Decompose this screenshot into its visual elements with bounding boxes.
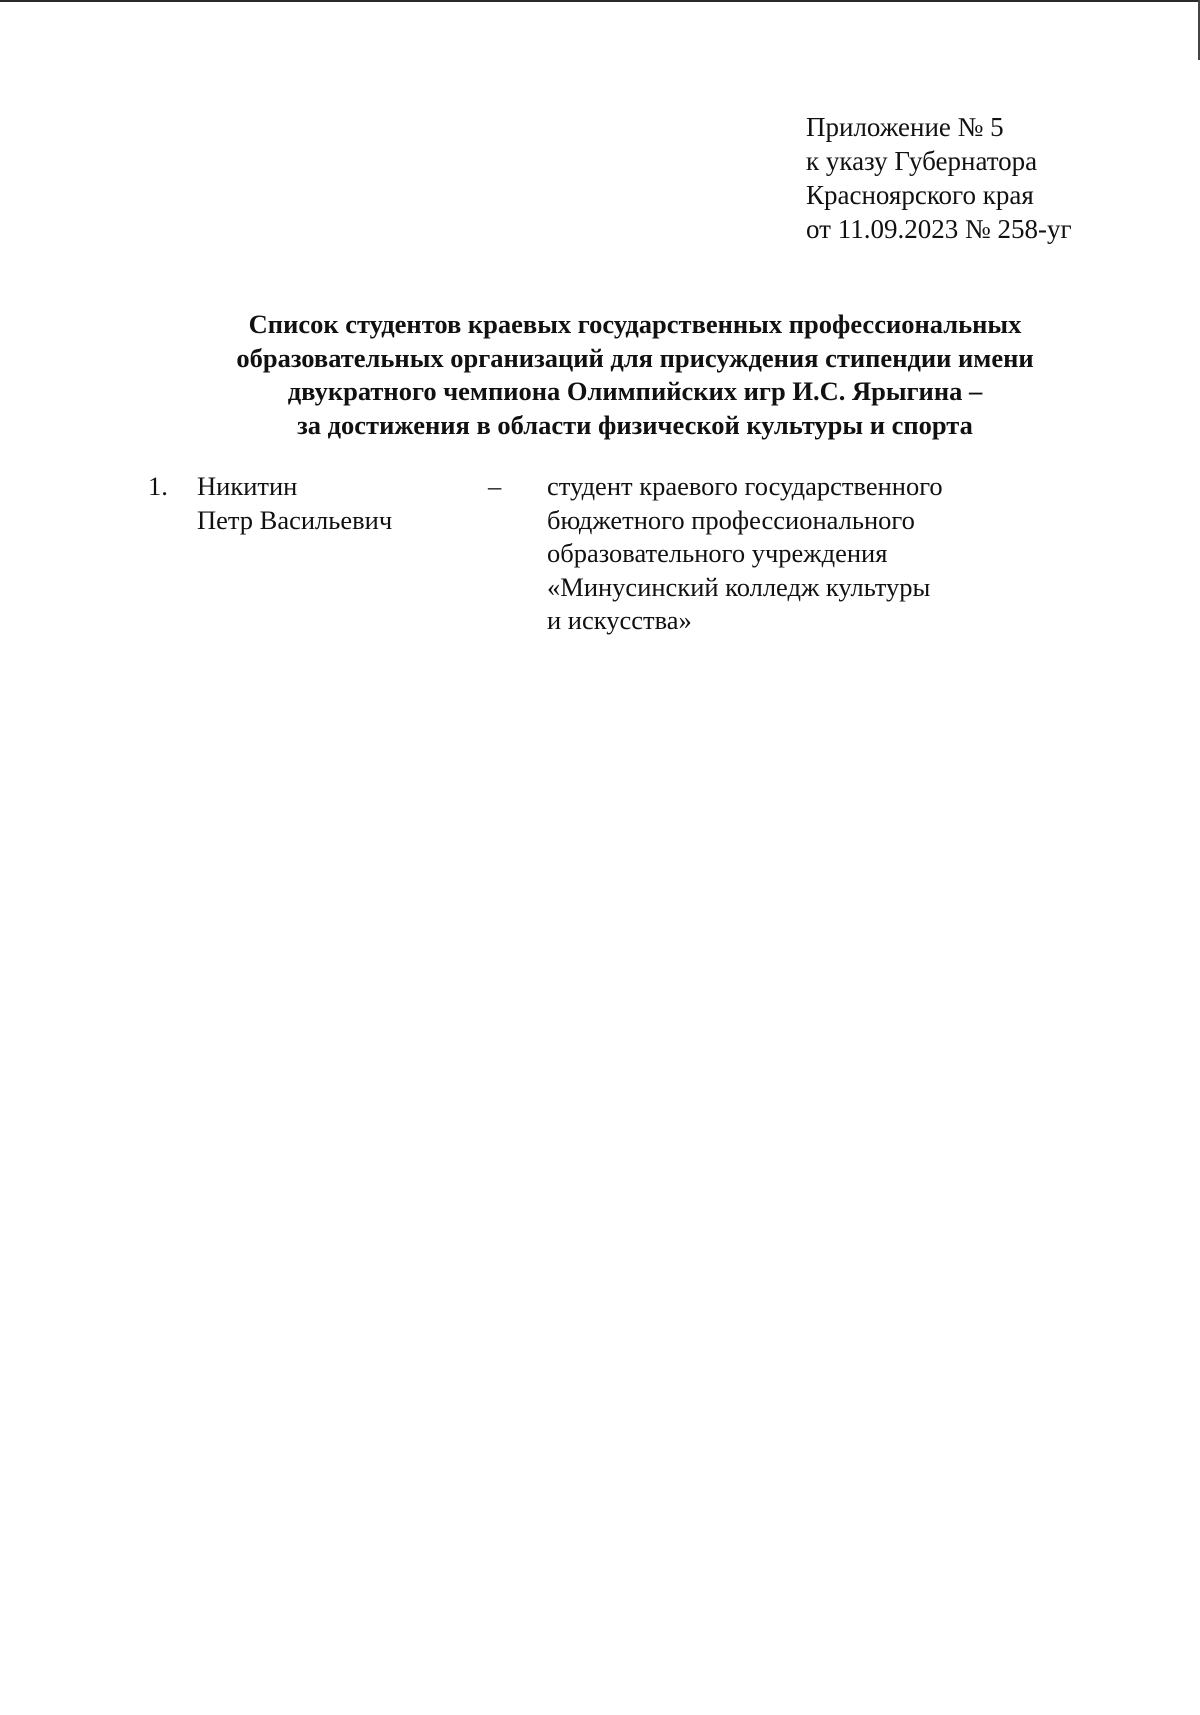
- appendix-line: от 11.09.2023 № 258-уг: [806, 214, 1072, 244]
- student-description: [547, 470, 943, 638]
- description-line: «Минусинский колледж культуры: [547, 571, 931, 602]
- entry-number: 1.: [148, 471, 168, 501]
- title-line: Список студентов краевых государственных профессиональных: [248, 309, 1022, 339]
- appendix-line: к указу Губернатора: [806, 146, 1038, 176]
- description-line: студент краевого государственного: [547, 471, 943, 501]
- description-line: и искусства»: [547, 605, 692, 635]
- student-name: [197, 470, 392, 537]
- title-line: двукратного чемпиона Олимпийских игр И.С. Ярыгина –: [287, 376, 983, 406]
- title-line: образовательных организаций для присуждения стипендии имени: [236, 342, 1034, 373]
- description-line: бюджетного профессионального: [547, 504, 915, 535]
- description-line: образовательного учреждения: [547, 538, 888, 568]
- student-surname: Никитин: [197, 471, 298, 501]
- entry-dash: –: [488, 471, 502, 501]
- student-given-names: Петр Васильевич: [197, 504, 393, 535]
- appendix-header: [806, 110, 1072, 246]
- appendix-line: Приложение № 5: [806, 112, 1004, 142]
- title-line: за достижения в области физической культуры и спорта: [297, 409, 973, 440]
- appendix-line: Красноярского края: [806, 180, 1034, 210]
- document-title: [130, 308, 1140, 442]
- scan-border-top: [0, 0, 1200, 2]
